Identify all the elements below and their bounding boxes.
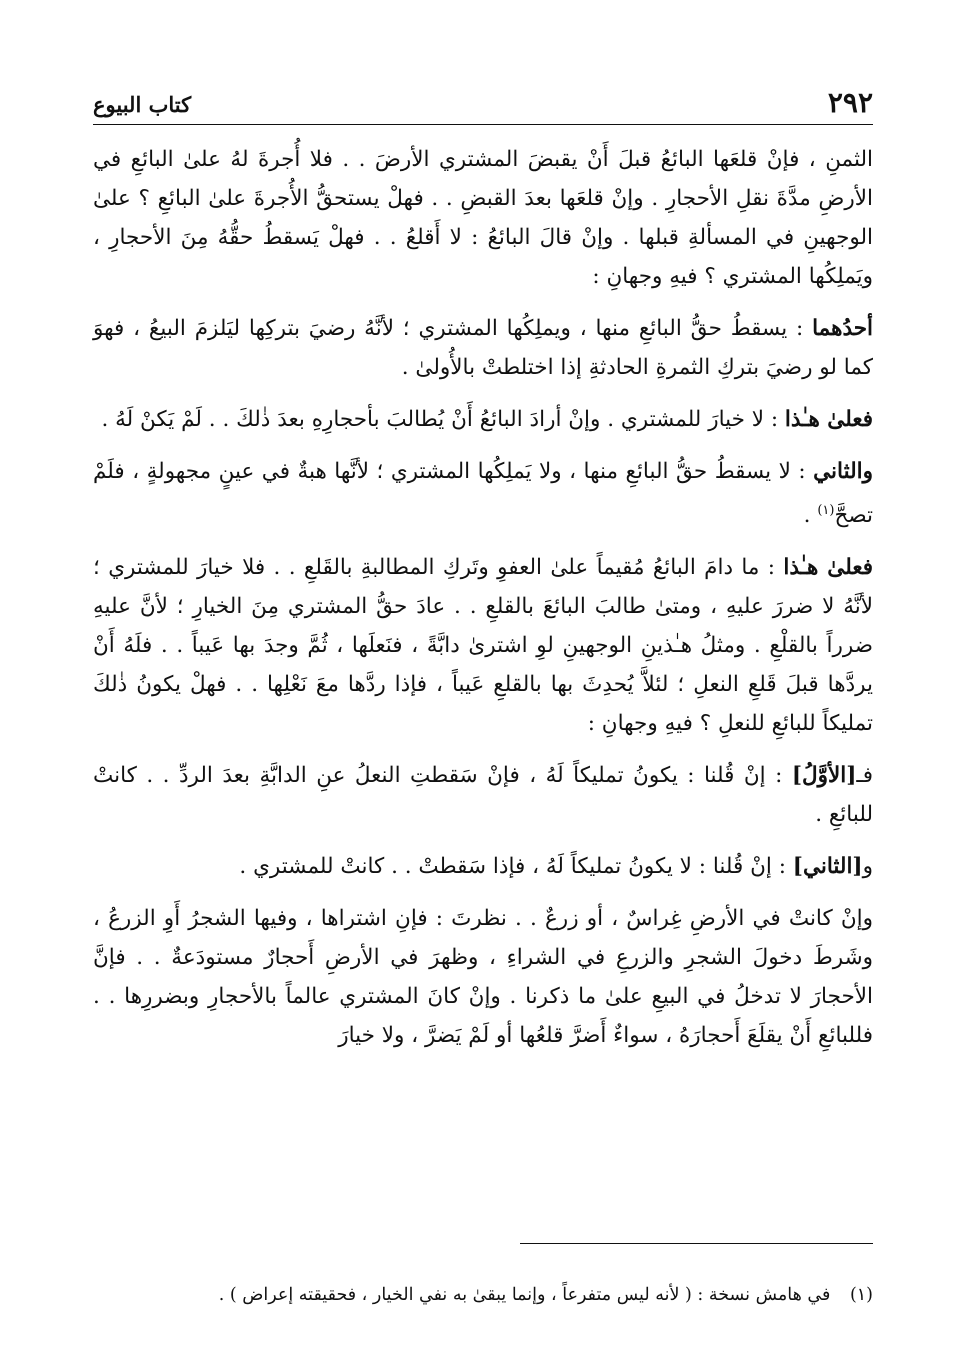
paragraph-lead: فعلىٰ هـٰذا [783, 555, 873, 581]
paragraph-lead: [الأوَّلُ] [791, 763, 857, 789]
paragraph-lead-prefix: و [862, 854, 873, 880]
paragraph-5 [93, 548, 873, 743]
footnote-number: (١) [849, 1285, 873, 1305]
page-header [93, 86, 873, 124]
paragraph-8 [93, 899, 873, 1055]
footnote-divider [520, 1243, 873, 1244]
footnote-text: في هامش نسخة : ( لأنه ليس متفرعاً ، وإنما يبقىٰ به نفي الخيار ، فحقيقته إعراض ) . [218, 1285, 831, 1305]
paragraph-lead: أحدُهما [812, 316, 873, 341]
paragraph-6 [93, 756, 873, 834]
paragraph-2 [93, 309, 873, 387]
footnote-reference[interactable]: (١) [817, 503, 835, 518]
paragraph-text: : يسقطُ حقُّ البائعِ منها ، ويملِكُها المشتري ؛ لأنَّهُ رضيَ بتركِها ليَلزمَ البيعُ ، فهوَ كما لو رضيَ بتركِ الثمرةِ الحادثةِ إذا اختلطتْ بالأُولىٰ . [93, 316, 873, 380]
running-title: كتاب البيوع [93, 92, 192, 117]
header-divider [93, 124, 873, 125]
paragraph-text: : ما دامَ البائعُ مُقيماً علىٰ العفوِ وتَركِ المطالبةِ بالقَلعِ . . فلا خيارَ للمشتري ؛ لأنَّهُ لا ضررَ عليهِ ، ومتىٰ طالبَ البائعَ بالقلعِ . . عادَ حقُّ المشتري مِنَ الخيارِ ؛ لأنَّ عليهِ ضرراً بالقلْعِ . ومثلُ هـٰذينِ الوجهينِ لوِ اشترىٰ دابَّةً ، فنَعلَها ، ثُمَّ وجدَ بها عَيباً . . فلَهُ أَنْ يردَّها قبلَ قَلعِ النعلِ ؛ لئلاَّ يُحدِثَ بها بالقلعِ عَيباً ، فإذا ردَّها معَ نَعْلِها . . فهلْ يكونُ ذٰلكَ تمليكاً للبائعِ للنعلِ ؟ فيهِ وجهانِ : [93, 555, 873, 737]
paragraph-7 [93, 847, 873, 886]
paragraph-text: : لا يسقطُ حقُّ البائعِ منها ، ولا يَملِكُها المشتري ؛ لأنَّها هبةٌ في عينٍ مجهولةٍ ، فلَمْ تصحَّ [93, 459, 873, 529]
paragraph-text-after: . [803, 503, 818, 529]
paragraph-text: : لا خيارَ للمشتري . وإنْ أرادَ البائعُ أَنْ يُطالبَ بأحجارِهِ بعدَ ذٰلكَ . . لَمْ يَكنْ لَهُ . [101, 407, 785, 432]
paragraph-text: وإنْ كانتْ في الأرضِ غِراسٌ ، أو زرعٌ . . نظرتَ : فإنِ اشتراها ، وفيها الشجرُ أَوِ الزرعُ ، وشَرطَ دخولَ الشجرِ والزرعِ في الشراءِ ، وظهرَ في الأرضِ أَحجارٌ مستودَعةٌ . . فإنَّ الأحجارَ لا تدخلُ في البيعِ علىٰ ما ذكرنا . وإنْ كانَ المشتري عالماً بالأحجارِ وبضررِها . . فللبائعِ أَنْ يقلَعَ أَحجارَهُ ، سواءٌ أَضرَّ قلعُها أو لَمْ يَضرَّ ، ولا خيارَ [93, 906, 873, 1049]
paragraph-3 [93, 400, 873, 439]
paragraph-text: الثمنِ ، فإنْ قلعَها البائعُ قبلَ أَنْ يقبضَ المشتري الأرضَ . . فلا أُجرةَ لهُ علىٰ البائعِ في الأرضِ مدَّةَ نقلِ الأحجارِ . وإنْ قلعَها بعدَ القبضِ . . فهلْ يستحقُّ الأُجرةَ علىٰ البائعِ ؟ علىٰ الوجهينِ في المسألةِ قبلها . وإنْ قالَ البائعُ : لا أَقلعُ . . فهلْ يَسقطُ حقُّهُ مِنَ الأحجارِ ، ويَملِكُها المشتري ؟ فيهِ وجهانِ : [93, 147, 873, 289]
body-text [93, 140, 873, 1068]
paragraph-1 [93, 140, 873, 296]
page-number: ٢٩٢ [827, 86, 873, 119]
paragraph-4 [93, 452, 873, 535]
footnote [93, 1281, 873, 1309]
paragraph-text: : إنْ قُلنا : يكونُ تمليكاً لَهُ ، فإنْ سَقطتِ النعلُ عنِ الدابَّةِ بعدَ الردِّ . . كانتْ للبائعِ . [93, 763, 873, 828]
paragraph-lead: والثاني [813, 459, 873, 484]
paragraph-lead-prefix: فـ [856, 763, 873, 789]
paragraph-lead: [الثاني] [792, 854, 863, 880]
paragraph-text: : إنْ قُلنا : لا يكونُ تمليكاً لَهُ ، فإذا سَقطتْ . . كانتْ للمشتري . [239, 854, 793, 880]
paragraph-lead: فعلىٰ هـٰذا [784, 407, 873, 432]
